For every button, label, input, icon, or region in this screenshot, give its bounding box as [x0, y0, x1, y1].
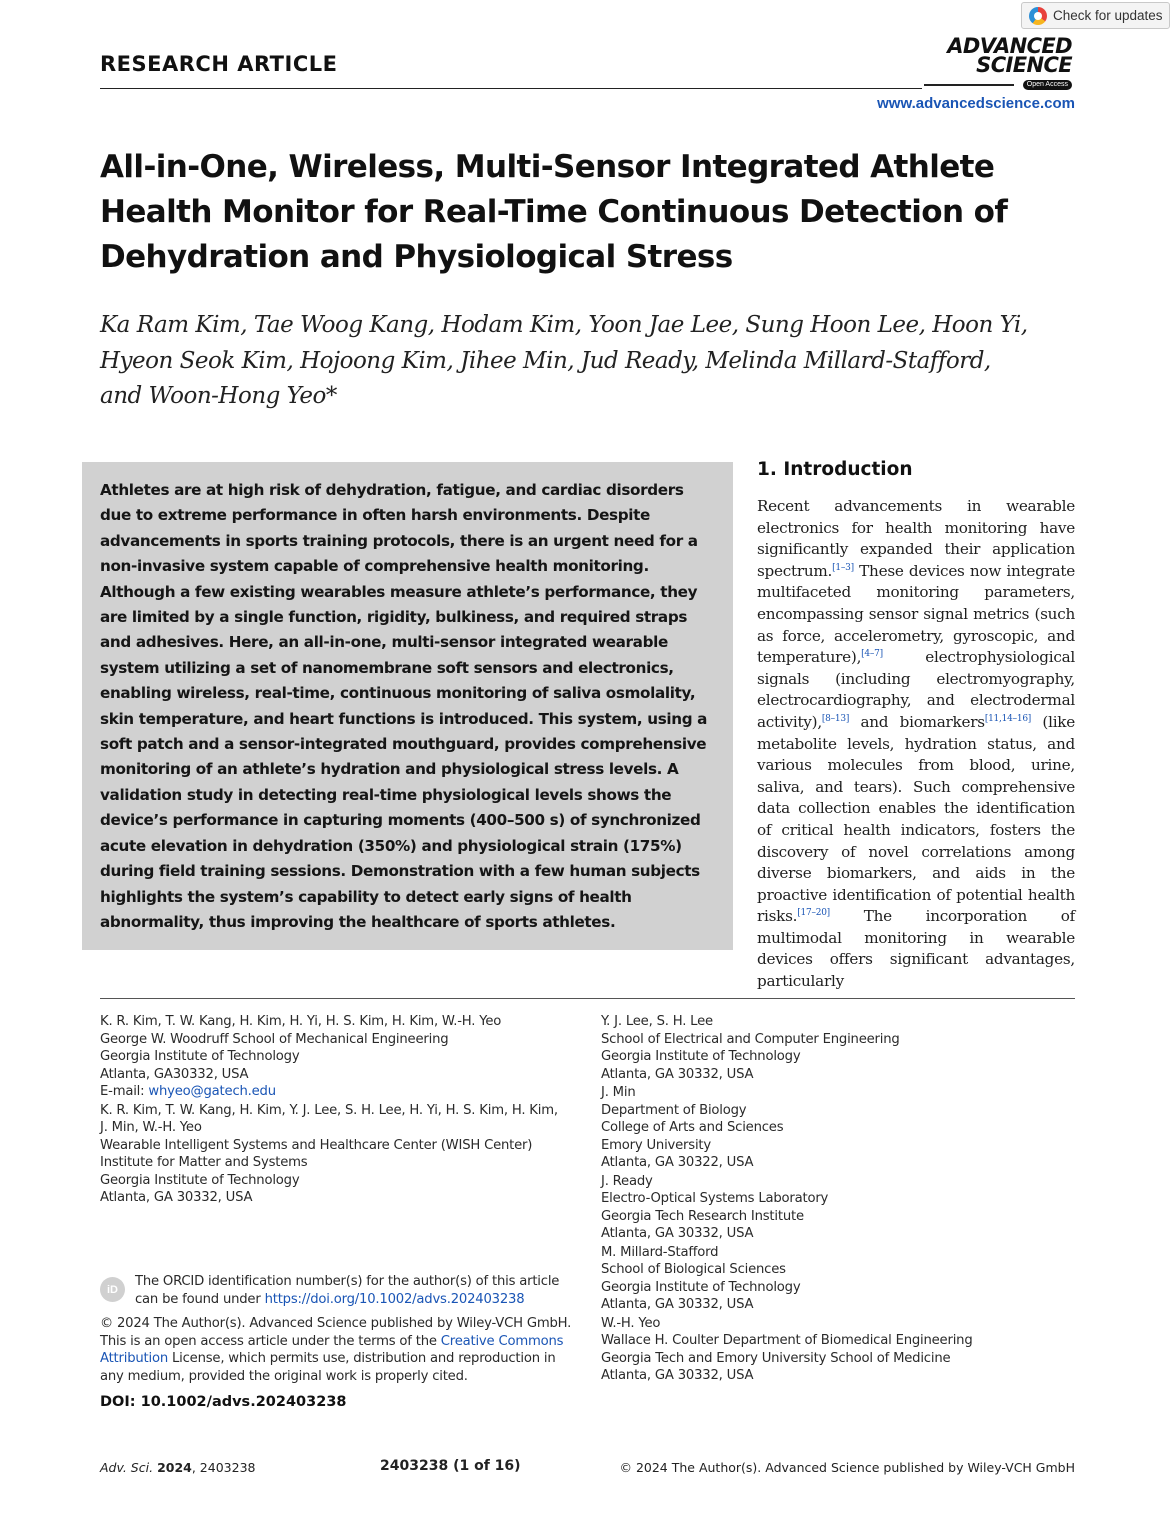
footer-year: 2024 [157, 1460, 192, 1475]
doi-label: DOI: 10.1002/advs.202403238 [100, 1394, 347, 1410]
citation-link[interactable]: [8–13] [821, 713, 850, 724]
affiliation-block [100, 1102, 570, 1207]
journal-url-link[interactable]: www.advancedscience.com [877, 95, 1075, 112]
affiliation-line: Wallace H. Coulter Department of Biomedical Engineering [601, 1333, 973, 1348]
intro-text: (like metabolite levels, hydration status, and various molecules from blood, urine, saliva, and tears). Such comprehensive data collection enables the identification of critical health indicators, fosters the discovery of novel correlations among diverse biomarkers, and aids in the proactive identification of potential health risks. [757, 712, 1075, 926]
intro-text: The incorporation of multimodal monitoring in wearable devices offers significant advantages, particularly [757, 907, 1075, 991]
citation-link[interactable]: [11,14–16] [984, 713, 1032, 724]
affiliation-line: J. Min [601, 1085, 636, 1100]
author-list [100, 308, 1080, 415]
affiliation-line: W.-H. Yeo [601, 1315, 661, 1331]
abstract-box [82, 462, 733, 950]
affiliation-line: School of Biological Sciences [601, 1262, 786, 1277]
email-line [100, 1083, 570, 1101]
license-link[interactable]: Creative Commons Attribution [100, 1333, 564, 1366]
introduction-heading: 1. Introduction [757, 459, 913, 480]
citation-link[interactable]: [17–20] [797, 908, 830, 919]
affiliation-line: K. R. Kim, T. W. Kang, H. Kim, H. Yi, H. S. Kim, H. Kim, W.-H. Yeo [100, 1014, 502, 1029]
footer-citation [100, 1460, 255, 1475]
affiliation-line: J. Min, W.-H. Yeo [100, 1120, 202, 1135]
introduction-body [757, 496, 1075, 993]
affiliation-line: George W. Woodruff School of Mechanical Engineering [100, 1031, 449, 1047]
intro-text: electrophysiological signals (including electromyography, electrocardiography, and electrodermal activity), [757, 648, 1075, 731]
journal-logo-bar [924, 84, 1014, 86]
affiliation-line: Electro-Optical Systems Laboratory [601, 1191, 829, 1206]
affiliation-line: Atlanta, GA 30332, USA [601, 1226, 754, 1241]
affiliation-line: J. Ready [601, 1173, 653, 1189]
email-link[interactable]: whyeo@gatech.edu [148, 1084, 276, 1099]
open-access-badge: Open Access [1023, 80, 1072, 90]
affiliation-line: Atlanta, GA 30322, USA [601, 1155, 754, 1170]
footer-journal: Adv. Sci. [100, 1460, 154, 1475]
footer-page-number: 2403238 (1 of 16) [380, 1458, 521, 1474]
citation-link[interactable]: [4–7] [861, 649, 883, 660]
email-label: E-mail: [100, 1084, 149, 1099]
footer-article-number: , 2403238 [191, 1460, 256, 1475]
affiliations-divider [100, 998, 1075, 999]
article-title: All-in-One, Wireless, Multi-Sensor Integrated Athlete Health Monitor for Real-Time Continuous Detection of Dehydration and Physiological Stress [100, 149, 1008, 275]
citation-link[interactable]: [1–3] [832, 562, 854, 573]
affiliation-block [601, 1315, 1081, 1385]
journal-logo [920, 35, 1075, 91]
affiliation-block [601, 1013, 1081, 1083]
affiliations-left [100, 1013, 570, 1208]
check-for-updates-label: Check for updates [1053, 8, 1163, 23]
copyright-notice [100, 1315, 580, 1385]
crossmark-icon [1029, 7, 1047, 25]
affiliation-line: Emory University [601, 1137, 711, 1153]
header-divider [100, 88, 922, 89]
check-for-updates-button[interactable] [1021, 2, 1170, 29]
copyright-text: © 2024 The Author(s). Advanced Science published by Wiley-VCH GmbH. This is an open access article under the terms of the [100, 1316, 572, 1349]
affiliation-line: Institute for Matter and Systems [100, 1155, 308, 1170]
affiliation-line: Georgia Institute of Technology [601, 1279, 801, 1295]
affiliation-line: College of Arts and Sciences [601, 1120, 784, 1135]
affiliation-line: K. R. Kim, T. W. Kang, H. Kim, Y. J. Lee, S. H. Lee, H. Yi, H. S. Kim, H. Kim, [100, 1102, 558, 1118]
affiliation-block [601, 1244, 1081, 1314]
orcid-text [135, 1273, 580, 1308]
author-line: Hyeon Seok Kim, Hojoong Kim, Jihee Min, Jud Ready, Melinda Millard-Stafford, [100, 347, 991, 374]
journal-logo-line2: SCIENCE [976, 53, 1072, 77]
affiliation-line: Atlanta, GA 30332, USA [100, 1190, 253, 1205]
affiliation-line: School of Electrical and Computer Engineering [601, 1031, 900, 1047]
author-line: Ka Ram Kim, Tae Woog Kang, Hodam Kim, Yoon Jae Lee, Sung Hoon Lee, Hoon Yi, [100, 312, 1028, 338]
affiliation-line: Atlanta, GA 30332, USA [601, 1066, 754, 1082]
affiliation-block [601, 1173, 1081, 1243]
affiliation-line: Y. J. Lee, S. H. Lee [601, 1014, 713, 1029]
affiliation-line: Atlanta, GA 30332, USA [601, 1368, 754, 1383]
footer-rights: © 2024 The Author(s). Advanced Science published by Wiley-VCH GmbH [619, 1460, 1075, 1475]
affiliation-line: Georgia Tech and Emory University School of Medicine [601, 1350, 951, 1366]
affiliation-line: Georgia Institute of Technology [100, 1172, 300, 1188]
affiliation-line: Georgia Tech Research Institute [601, 1208, 804, 1224]
orcid-doi-link[interactable]: https://doi.org/10.1002/advs.202403238 [264, 1291, 525, 1307]
orcid-icon: iD [100, 1277, 125, 1302]
intro-text: These devices now integrate multifaceted monitoring parameters, encompassing sensor signal metrics (such as force, accelerometry, gyroscopic, and temperature), [757, 561, 1075, 667]
affiliation-line: Georgia Institute of Technology [100, 1049, 300, 1064]
affiliation-line: Georgia Institute of Technology [601, 1049, 801, 1064]
journal-logo-line1: ADVANCED [947, 34, 1072, 58]
article-type-label: RESEARCH ARTICLE [100, 52, 338, 76]
orcid-text-body: The ORCID identification number(s) for the author(s) of this article can be found under [135, 1274, 560, 1307]
author-line: and Woon-Hong Yeo* [100, 383, 337, 409]
affiliation-block [100, 1013, 570, 1101]
affiliation-line: Atlanta, GA30332, USA [100, 1066, 249, 1082]
affiliation-line: Wearable Intelligent Systems and Healthcare Center (WISH Center) [100, 1137, 533, 1153]
affiliations-right [601, 1013, 1081, 1386]
affiliation-line: M. Millard-Stafford [601, 1244, 719, 1260]
copyright-text: License, which permits use, distribution and reproduction in any medium, provided the original work is properly cited. [100, 1351, 556, 1384]
affiliation-block [601, 1084, 1081, 1172]
affiliation-line: Department of Biology [601, 1102, 747, 1118]
intro-text: Recent advancements in wearable electronics for health monitoring have significantly expanded their application spectrum. [757, 497, 1075, 580]
intro-text: and biomarkers [849, 712, 985, 731]
abstract-text: Athletes are at high risk of dehydration, fatigue, and cardiac disorders due to extreme performance in often harsh environments. Despite advancements in sports training protocols, there is an urgent need for a non-invasive system capable of comprehensive health monitoring. Although a few existing wearables measure athlete’s performance, they are limited by a single function, rigidity, bulkiness, and required straps and adhesives. Here, an all-in-one, multi-sensor integrated wearable system utilizing a set of nanomembrane soft sensors and electronics, enabling wireless, real-time, continuous monitoring of saliva osmolality, skin temperature, and heart functions is introduced. This system, using a soft patch and a sensor-integrated mouthguard, provides comprehensive monitoring of an athlete’s hydration and physiological stress levels. A validation study in detecting real-time physiological levels shows the device’s performance in capturing moments (400–500 s) of synchronized acute elevation in dehydration (350%) and physiological strain (175%) during field training sessions. Demonstration with a few human subjects highlights the system’s capability to detect early signs of health abnormality, thus improving the healthcare of sports athletes. [100, 481, 708, 931]
affiliation-line: Atlanta, GA 30332, USA [601, 1297, 754, 1312]
